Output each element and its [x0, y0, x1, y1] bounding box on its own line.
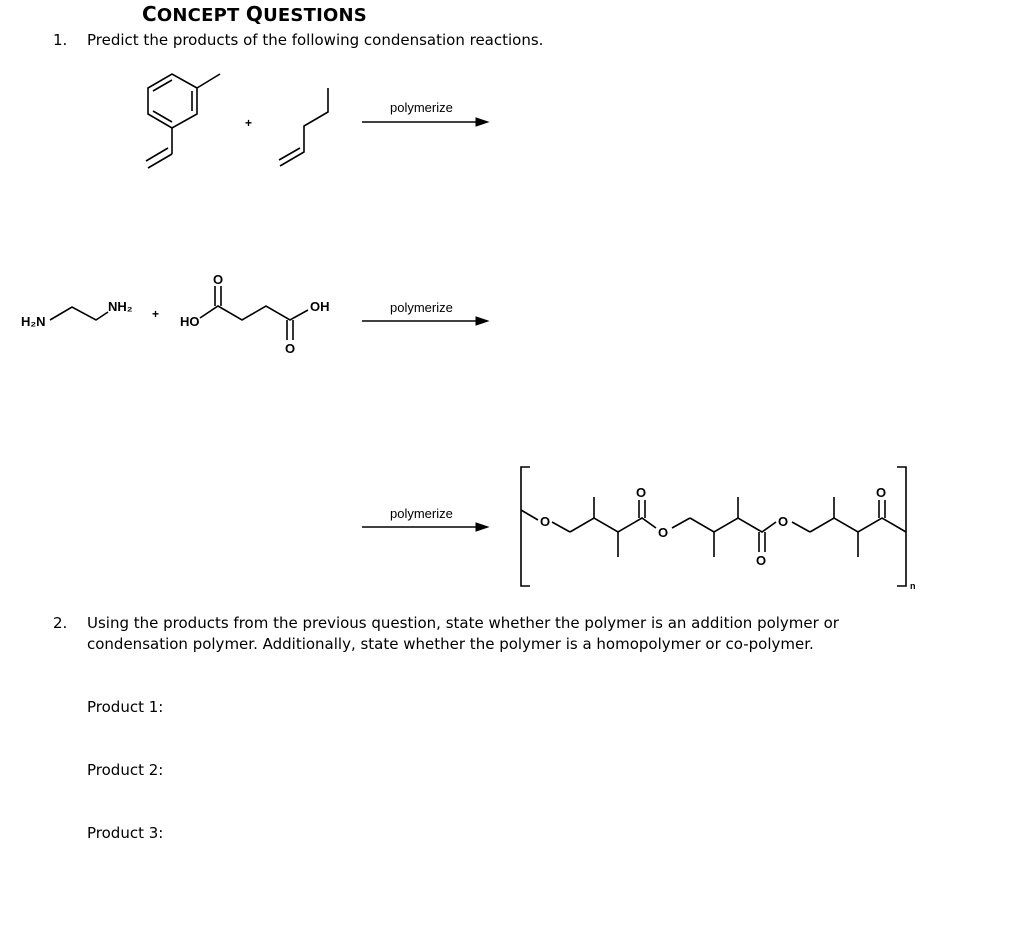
acid-ho-label: HO — [180, 314, 200, 329]
amine-left-label: H₂N — [21, 314, 46, 329]
acid-carbonyl-o-bottom: O — [285, 341, 296, 356]
product-2-label: Product 2: — [87, 761, 164, 779]
question-2-number: 2. — [53, 614, 68, 632]
question-2-line-2: condensation polymer. Additionally, state whether the polymer is a homopolymer or co-polymer. — [87, 635, 814, 653]
reaction-1-arrow-label: polymerize — [390, 100, 453, 115]
amine-right-label: NH₂ — [108, 299, 133, 314]
product-1-label: Product 1: — [87, 698, 164, 716]
reaction-3-arrow — [362, 523, 488, 531]
question-2-line-1: Using the products from the previous question, state whether the polymer is an addition polymer or — [87, 614, 839, 632]
acid-carbonyl-o-top: O — [213, 272, 224, 287]
carbonyl-o-2: O — [756, 553, 767, 568]
reaction-1-arrow — [362, 118, 488, 126]
ester-o-2: O — [658, 525, 669, 540]
ethylenediamine-chain — [50, 307, 108, 320]
reaction-3-arrow-label: polymerize — [390, 506, 453, 521]
question-1-number: 1. — [53, 31, 68, 49]
reaction-2-arrow-label: polymerize — [390, 300, 453, 315]
ester-o-1: O — [540, 514, 551, 529]
ester-o-3: O — [778, 514, 789, 529]
succinic-acid-structure — [200, 286, 308, 340]
question-1-text: Predict the products of the following condensation reactions. — [87, 31, 544, 49]
polyester-repeat-unit — [521, 467, 906, 586]
acid-oh-label: OH — [310, 299, 330, 314]
reaction-1-plus: + — [245, 116, 253, 130]
reaction-2-arrow — [362, 317, 488, 325]
carbonyl-o-1: O — [636, 485, 647, 500]
methylstyrene-structure — [146, 74, 220, 168]
pentene-structure — [279, 88, 328, 166]
repeat-subscript-n: n — [910, 581, 916, 591]
page-title: CONCEPT QUESTIONS — [142, 2, 367, 26]
carbonyl-o-3: O — [876, 485, 887, 500]
product-3-label: Product 3: — [87, 824, 164, 842]
reaction-2-plus: + — [152, 307, 160, 321]
